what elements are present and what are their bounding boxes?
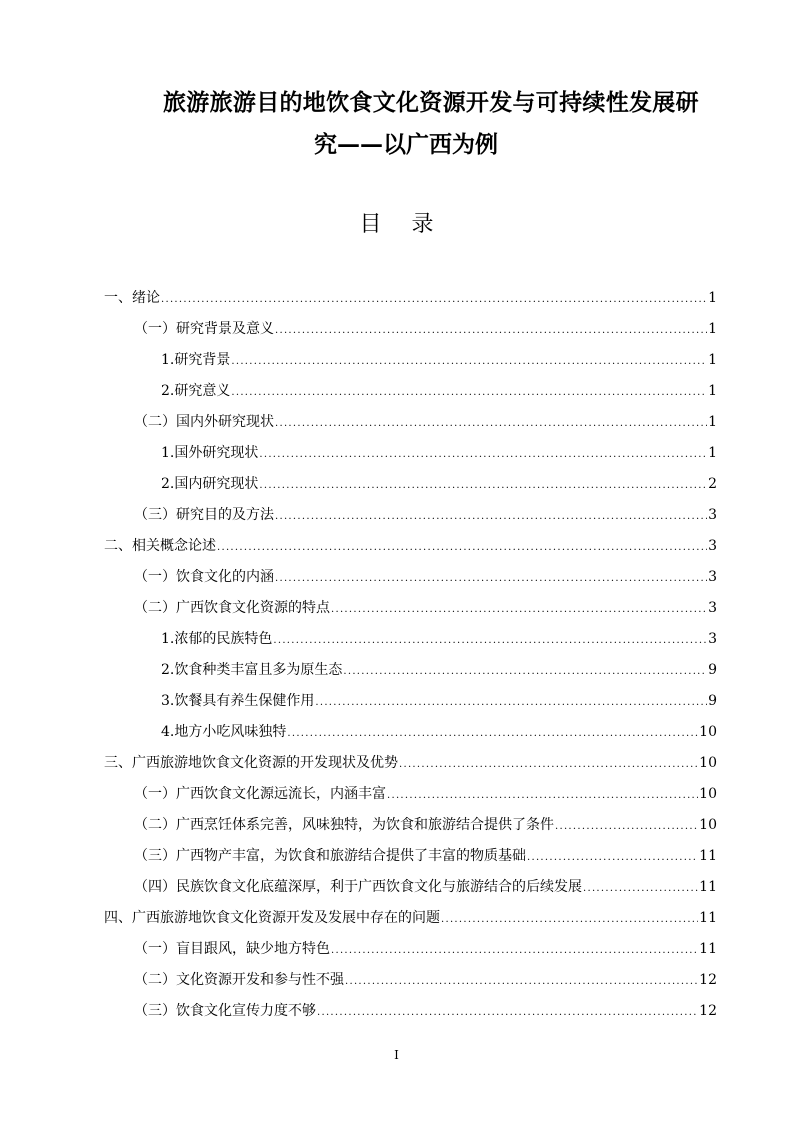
toc-entry-page: 1 <box>708 445 717 461</box>
toc-leader-dots <box>287 728 698 739</box>
toc-leader-dots <box>315 697 707 708</box>
toc-heading <box>0 207 793 238</box>
toc-entry-label: （二）广西饮食文化资源的特点 <box>134 600 330 616</box>
toc-entry[interactable] <box>104 535 717 559</box>
toc-entry-label: 3.饮餐具有养生保健作用 <box>161 693 315 709</box>
toc-entry-page: 12 <box>699 972 717 988</box>
toc-leader-dots <box>161 294 707 305</box>
toc-entry[interactable] <box>134 783 717 807</box>
toc-entry-label: （二）广西烹饪体系完善，风味独特，为饮食和旅游结合提供了条件 <box>134 817 554 833</box>
toc-entry-label: （四）民族饮食文化底蕴深厚，利于广西饮食文化与旅游结合的后续发展 <box>134 879 582 895</box>
toc-entry[interactable] <box>161 659 717 683</box>
toc-entry-page: 11 <box>699 848 717 864</box>
toc-leader-dots <box>555 821 698 832</box>
toc-entry-label: 一、绪论 <box>104 290 160 306</box>
toc-leader-dots <box>231 356 707 367</box>
toc-entry[interactable] <box>161 349 717 373</box>
toc-entry-label: 2.饮食种类丰富且多为原生态 <box>161 662 343 678</box>
toc-entry-page: 1 <box>708 383 717 399</box>
toc-entry-page: 2 <box>708 476 717 492</box>
toc-leader-dots <box>275 573 707 584</box>
toc-entry-page: 10 <box>699 724 717 740</box>
toc-entry-label: （一）盲目跟风，缺少地方特色 <box>134 941 330 957</box>
toc-entry-page: 11 <box>699 879 717 895</box>
toc-entry-label: （二）文化资源开发和参与性不强 <box>134 972 344 988</box>
toc-leader-dots <box>399 759 698 770</box>
toc-entry-page: 3 <box>708 507 717 523</box>
toc-entry-page: 9 <box>708 693 717 709</box>
toc-entry[interactable] <box>104 287 717 311</box>
toc-entry-label: （一）饮食文化的内涵 <box>134 569 274 585</box>
toc-leader-dots <box>259 480 707 491</box>
toc-entry-label: （二）国内外研究现状 <box>134 414 274 430</box>
toc-entry-page: 3 <box>708 538 717 554</box>
toc-entry[interactable] <box>104 907 717 931</box>
toc-entry-label: 三、广西旅游地饮食文化资源的开发现状及优势 <box>104 755 398 771</box>
toc-entry[interactable] <box>161 721 717 745</box>
toc-entry-page: 3 <box>708 631 717 647</box>
toc-entry-label: 1.浓郁的民族特色 <box>161 631 273 647</box>
toc-heading-char-1: 目 <box>359 212 382 237</box>
toc-heading-char-2: 录 <box>411 212 434 237</box>
toc-entry-page: 1 <box>708 290 717 306</box>
toc-entry-page: 1 <box>708 414 717 430</box>
toc-leader-dots <box>441 914 698 925</box>
toc-entry[interactable] <box>104 752 717 776</box>
toc-entry-label: 1.研究背景 <box>161 352 231 368</box>
toc-entry-page: 10 <box>699 786 717 802</box>
toc-entry-label: （三）研究目的及方法 <box>134 507 274 523</box>
toc-entry[interactable] <box>161 473 717 497</box>
toc-entry-page: 9 <box>708 662 717 678</box>
toc-leader-dots <box>275 418 707 429</box>
toc-entry[interactable] <box>134 938 717 962</box>
toc-leader-dots <box>583 883 698 894</box>
toc-leader-dots <box>231 387 707 398</box>
toc-entry-label: （一）研究背景及意义 <box>134 321 274 337</box>
page-number: I <box>394 1048 399 1062</box>
toc-leader-dots <box>343 666 707 677</box>
toc-entry[interactable] <box>134 814 717 838</box>
toc-entry[interactable] <box>134 566 717 590</box>
toc-leader-dots <box>527 852 698 863</box>
toc-entry[interactable] <box>134 411 717 435</box>
toc-entry-label: 4.地方小吃风味独特 <box>161 724 287 740</box>
toc-entry-page: 11 <box>699 910 717 926</box>
toc-leader-dots <box>273 635 707 646</box>
toc-entry[interactable] <box>134 318 717 342</box>
toc-leader-dots <box>331 945 698 956</box>
toc-entry-page: 11 <box>699 941 717 957</box>
toc-leader-dots <box>217 542 707 553</box>
toc-entry[interactable] <box>134 876 717 900</box>
toc-entry[interactable] <box>161 380 717 404</box>
toc-entry-label: （三）广西物产丰富，为饮食和旅游结合提供了丰富的物质基础 <box>134 848 526 864</box>
toc-leader-dots <box>317 1007 698 1018</box>
toc-entry-label: 2.研究意义 <box>161 383 231 399</box>
toc-entry[interactable] <box>134 969 717 993</box>
toc-entry[interactable] <box>134 597 717 621</box>
toc-entry[interactable] <box>161 690 717 714</box>
toc-entry-page: 12 <box>699 1003 717 1019</box>
toc-entry-page: 1 <box>708 321 717 337</box>
toc-entry-label: （三）饮食文化宣传力度不够 <box>134 1003 316 1019</box>
toc-leader-dots <box>345 976 698 987</box>
toc-entry-page: 1 <box>708 352 717 368</box>
toc-leader-dots <box>387 790 698 801</box>
toc-entry[interactable] <box>134 845 717 869</box>
document-title-line-1: 旅游旅游目的地饮食文化资源开发与可持续性发展研 <box>163 89 699 116</box>
toc-entry-label: 2.国内研究现状 <box>161 476 259 492</box>
toc-entry[interactable] <box>134 504 717 528</box>
toc-entry-label: （一）广西饮食文化源远流长，内涵丰富 <box>134 786 386 802</box>
toc-entry-label: 二、相关概念论述 <box>104 538 216 554</box>
toc-entry-label: 四、广西旅游地饮食文化资源开发及发展中存在的问题 <box>104 910 440 926</box>
toc-entry-page: 3 <box>708 569 717 585</box>
toc-leader-dots <box>331 604 707 615</box>
toc-entry-page: 3 <box>708 600 717 616</box>
toc-leader-dots <box>275 325 707 336</box>
toc-leader-dots <box>275 511 707 522</box>
document-title-line-2: 究——以广西为例 <box>314 131 498 158</box>
toc-entry[interactable] <box>161 628 717 652</box>
toc-entry-page: 10 <box>699 755 717 771</box>
toc-leader-dots <box>259 449 707 460</box>
toc-entry[interactable] <box>161 442 717 466</box>
toc-entry-page: 10 <box>699 817 717 833</box>
toc-entry-label: 1.国外研究现状 <box>161 445 259 461</box>
toc-entry[interactable] <box>134 1000 717 1024</box>
